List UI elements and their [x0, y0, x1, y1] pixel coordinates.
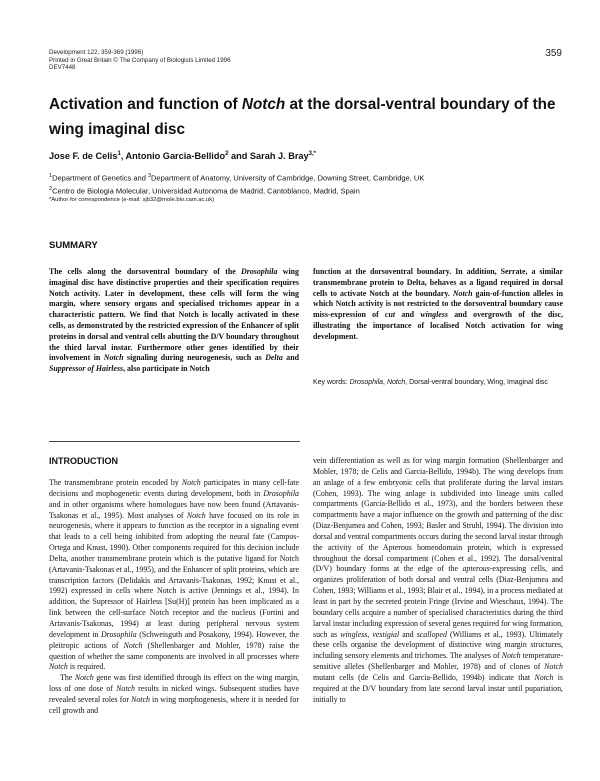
summary-text: and [282, 353, 299, 363]
summary-text: function at the dorsoventral boundary. In addition, Serrate, a similar transmembrane protein to Delta, behaves as a ligand required in dorsal cells to activate Notch at the boundary. [313, 267, 563, 298]
body-italic: Notch [131, 694, 150, 704]
summary-left-column [49, 267, 299, 375]
body-text: in wing morphogenesis, where it is needed for cell growth and [49, 694, 299, 715]
body-italic: Notch [123, 640, 143, 650]
title-part: at the dorsal-ventral boundary of the wing imaginal disc [49, 96, 556, 138]
body-text: (Schweisguth and Posakony, 1994). However, the pleitropic actions of [49, 629, 299, 650]
body-italic: Notch [186, 510, 206, 520]
author-sep: and [228, 151, 250, 162]
author-sep: , [120, 151, 126, 162]
affil-mark: 1 [49, 173, 53, 179]
keywords-label: Key words: [313, 379, 350, 386]
summary-italic: Suppressor of Hairless [49, 364, 124, 374]
author-affil-mark: 3,* [308, 151, 316, 157]
introduction-right-column [313, 456, 563, 705]
body-text: and in other organisms where homologues have now been found (Artavanis-Tsakonas et al., 1995). Most analyses of [49, 499, 299, 520]
keyword: Notch [386, 379, 406, 386]
body-italic: Notch [534, 672, 554, 682]
summary-text: signaling during neurogenesis, such as [123, 353, 266, 363]
page-number: 359 [545, 48, 562, 59]
body-text: results in nicked wings. Subsequent studies have revealed several roles for [49, 684, 299, 704]
affiliation-line [49, 171, 424, 184]
body-text: have focused on its role in neurogenesis, where it appears to function as the receptor in a signaling event that leads to a cell being inhibited from adopting the neural fate (Campos-Ortega and Knust, 1990). Other components required for this decision include Delta, another transmembrane protein which is the putative ligand for Notch (Artavanis-Tsakonas et al., 1995), and the Enhancer of split proteins, which are transcription factors (Delidakis and Artavanis-Tsakonas, 1992; Knust et al., 1992) expressed in cells where Notch is active (Jennings et al., 1994). In addition, the Supressor of Hairless [Su(H)] protein has been implicated as a link between the cell-surface Notch receptor and the nucleus (Fortini and Artavanis-Tsakonas, 1994) at least during peripheral nervous system development in [49, 510, 299, 639]
journal-line: Development 122, 359-369 (1996) [49, 49, 144, 56]
keyword: Drosophila [349, 379, 384, 386]
affil-mark: 2 [49, 186, 53, 192]
summary-italic: cut [384, 310, 396, 320]
affil-text: Department of Genetics and [52, 173, 148, 183]
body-italic: apterous [462, 564, 490, 574]
summary-text: , also participate in Notch [123, 364, 210, 374]
article-title [49, 92, 559, 142]
body-text: is required. [67, 662, 106, 672]
body-text: (Shellenbarger and Mohler, 1978) raise the question of whether the same components are involved in all processes where [49, 640, 299, 661]
keyword-rest: , Dorsal-ventral boundary, Wing, Imaginal disc [405, 379, 548, 386]
body-text: and [399, 629, 417, 639]
body-italic: vestigial [372, 629, 400, 639]
summary-right-column [313, 267, 563, 343]
body-text: gene was first identified through its effect on the wing margin, loss of one dose of [49, 673, 299, 694]
author-name: Antonio Garcia-Bellido [125, 151, 226, 162]
summary-italic: wingless [420, 310, 448, 320]
body-text: The transmembrane protein encoded by [49, 478, 182, 487]
author-affil-mark: 2 [225, 151, 229, 157]
summary-text: The cells along the dorsoventral boundary of the [49, 267, 242, 276]
body-text: mutant cells (de Celis and Garcia-Bellido, 1994b) indicate that [313, 672, 535, 682]
author-name: Jose F. de Celis [49, 151, 118, 162]
body-text: temperature-sensitive alleles (Shellenbarger and Mohler, 1978) and of clones of [313, 651, 563, 672]
affiliations [49, 171, 424, 197]
author-affil-mark: 1 [117, 151, 121, 157]
body-text: -expressing cells, and organizes proliferation of both dorsal and ventral cells (Diaz-Benjumea and Cohen, 1993; Williams et al., 1993; Blair et al., 1994), in a process mediated at least in part by the secreted protein Fringe (Irvine and Wieschaus, 1994). The boundary cells acquire a number of specialised characteristics during the third larval instar including expression of several genes required for wing formation, such as [313, 564, 564, 639]
correspondence-note: *Author for correspondence (e-mail: sjb32@mole.bio.cam.ac.uk) [49, 197, 215, 203]
body-italic: Notch [181, 478, 201, 487]
body-italic: Drosophila [100, 629, 137, 639]
body-italic: Notch [74, 673, 94, 683]
body-text: The [60, 673, 75, 683]
introduction-left-column [49, 478, 299, 717]
body-italic: Drosophila [263, 488, 299, 498]
author-list [49, 151, 316, 161]
summary-text: wing imaginal disc have distinctive properties and their specification requires Notch activity. Later in development, these cells will form the wing margin, where sensory organs and specialised trichomes appear in a characteristic pattern. We find that Notch is locally activated in these cells, as demonstrated by the restricted expression of the Enhancer of split proteins in dorsal and ventral cells abutting the D/V boundary throughout the third larval instar. Furthermore other genes identified by their involvement in [49, 267, 299, 363]
paragraph [49, 673, 299, 716]
summary-heading: SUMMARY [49, 240, 98, 251]
title-gene: Notch [241, 96, 286, 113]
paragraph [313, 456, 563, 705]
journal-meta [49, 49, 231, 72]
printed-line: Printed in Great Britain © The Company of Biologists Limited 1996 [49, 56, 231, 64]
summary-text: and [395, 310, 421, 320]
affil-text: Centro de Biologia Molecular, Universidad Autonoma de Madrid, Cantoblanco, Madrid, Spain [52, 186, 360, 196]
body-italic: Notch [501, 651, 521, 661]
affiliation-line [49, 184, 424, 197]
body-text: participates in many cell-fate decisions and mophogenetic events during development, both in [49, 478, 299, 498]
section-divider [49, 441, 300, 442]
author-name: Sarah J. Bray [249, 151, 309, 162]
keyword-sep: , [383, 379, 387, 386]
dev-code: DEV7448 [49, 64, 76, 72]
paragraph [49, 478, 299, 673]
summary-text: gain-of-function alleles in which Notch activity is not restricted to the dorsoventral boundary cause miss-expression of [313, 288, 563, 320]
body-italic: Notch [49, 662, 68, 672]
body-text: vein differentiation as well as for wing margin formation (Shellenbarger and Mohler, 1978; de Celis and Garcia-Bellido, 1994b). The wing develops from an anlage of a few embryonic cells that proliferate during the larval instars (Cohen, 1993). The wing anlage is subdivided into lineage units called compartments (Garcia-Bellido et al., 1973), and the borders between these compartments have a major influence on the growth and patterning of the disc (Diaz-Benjumea and Cohen, 1993; Basler and Struhl, 1994). The division into dorsal and ventral compartments occurs during the second larval instar through the activity of the Apterous homeodomain protein, which is expressed throughout the dorsal compartment (Cohen et al., 1992). The dorsal/ventral (D/V) boundary forms at the edge of the [313, 456, 563, 574]
introduction-heading: INTRODUCTION [49, 456, 118, 466]
body-text: is required at the D/V boundary from late second larval instar until pupariation, initially to [313, 672, 563, 704]
summary-italic: Notch [452, 288, 473, 298]
summary-italic: Notch [103, 353, 124, 363]
affil-text: Department of Anatomy, University of Cambridge, Downing Street, Cambridge, UK [151, 173, 425, 183]
body-italic: wingless [340, 629, 368, 639]
body-italic: Notch [544, 662, 563, 672]
body-text: , [367, 629, 373, 639]
body-text: (Williams et al., 1993). Ultimately these cells organise the development of distinctive wing margin structures, including sensory elements and trichomes. The analyses of [313, 629, 563, 661]
keywords [313, 378, 563, 388]
summary-italic: Drosophila [241, 267, 278, 276]
title-part: Activation and function of [49, 96, 242, 113]
affil-mark: 3 [147, 173, 152, 179]
summary-text: and overgrowth of the disc, illustrating the importance of localised Notch activation for wing development. [313, 310, 563, 341]
summary-italic: Delta [265, 353, 283, 363]
body-italic: scalloped [416, 629, 447, 639]
body-italic: Notch [116, 684, 135, 694]
